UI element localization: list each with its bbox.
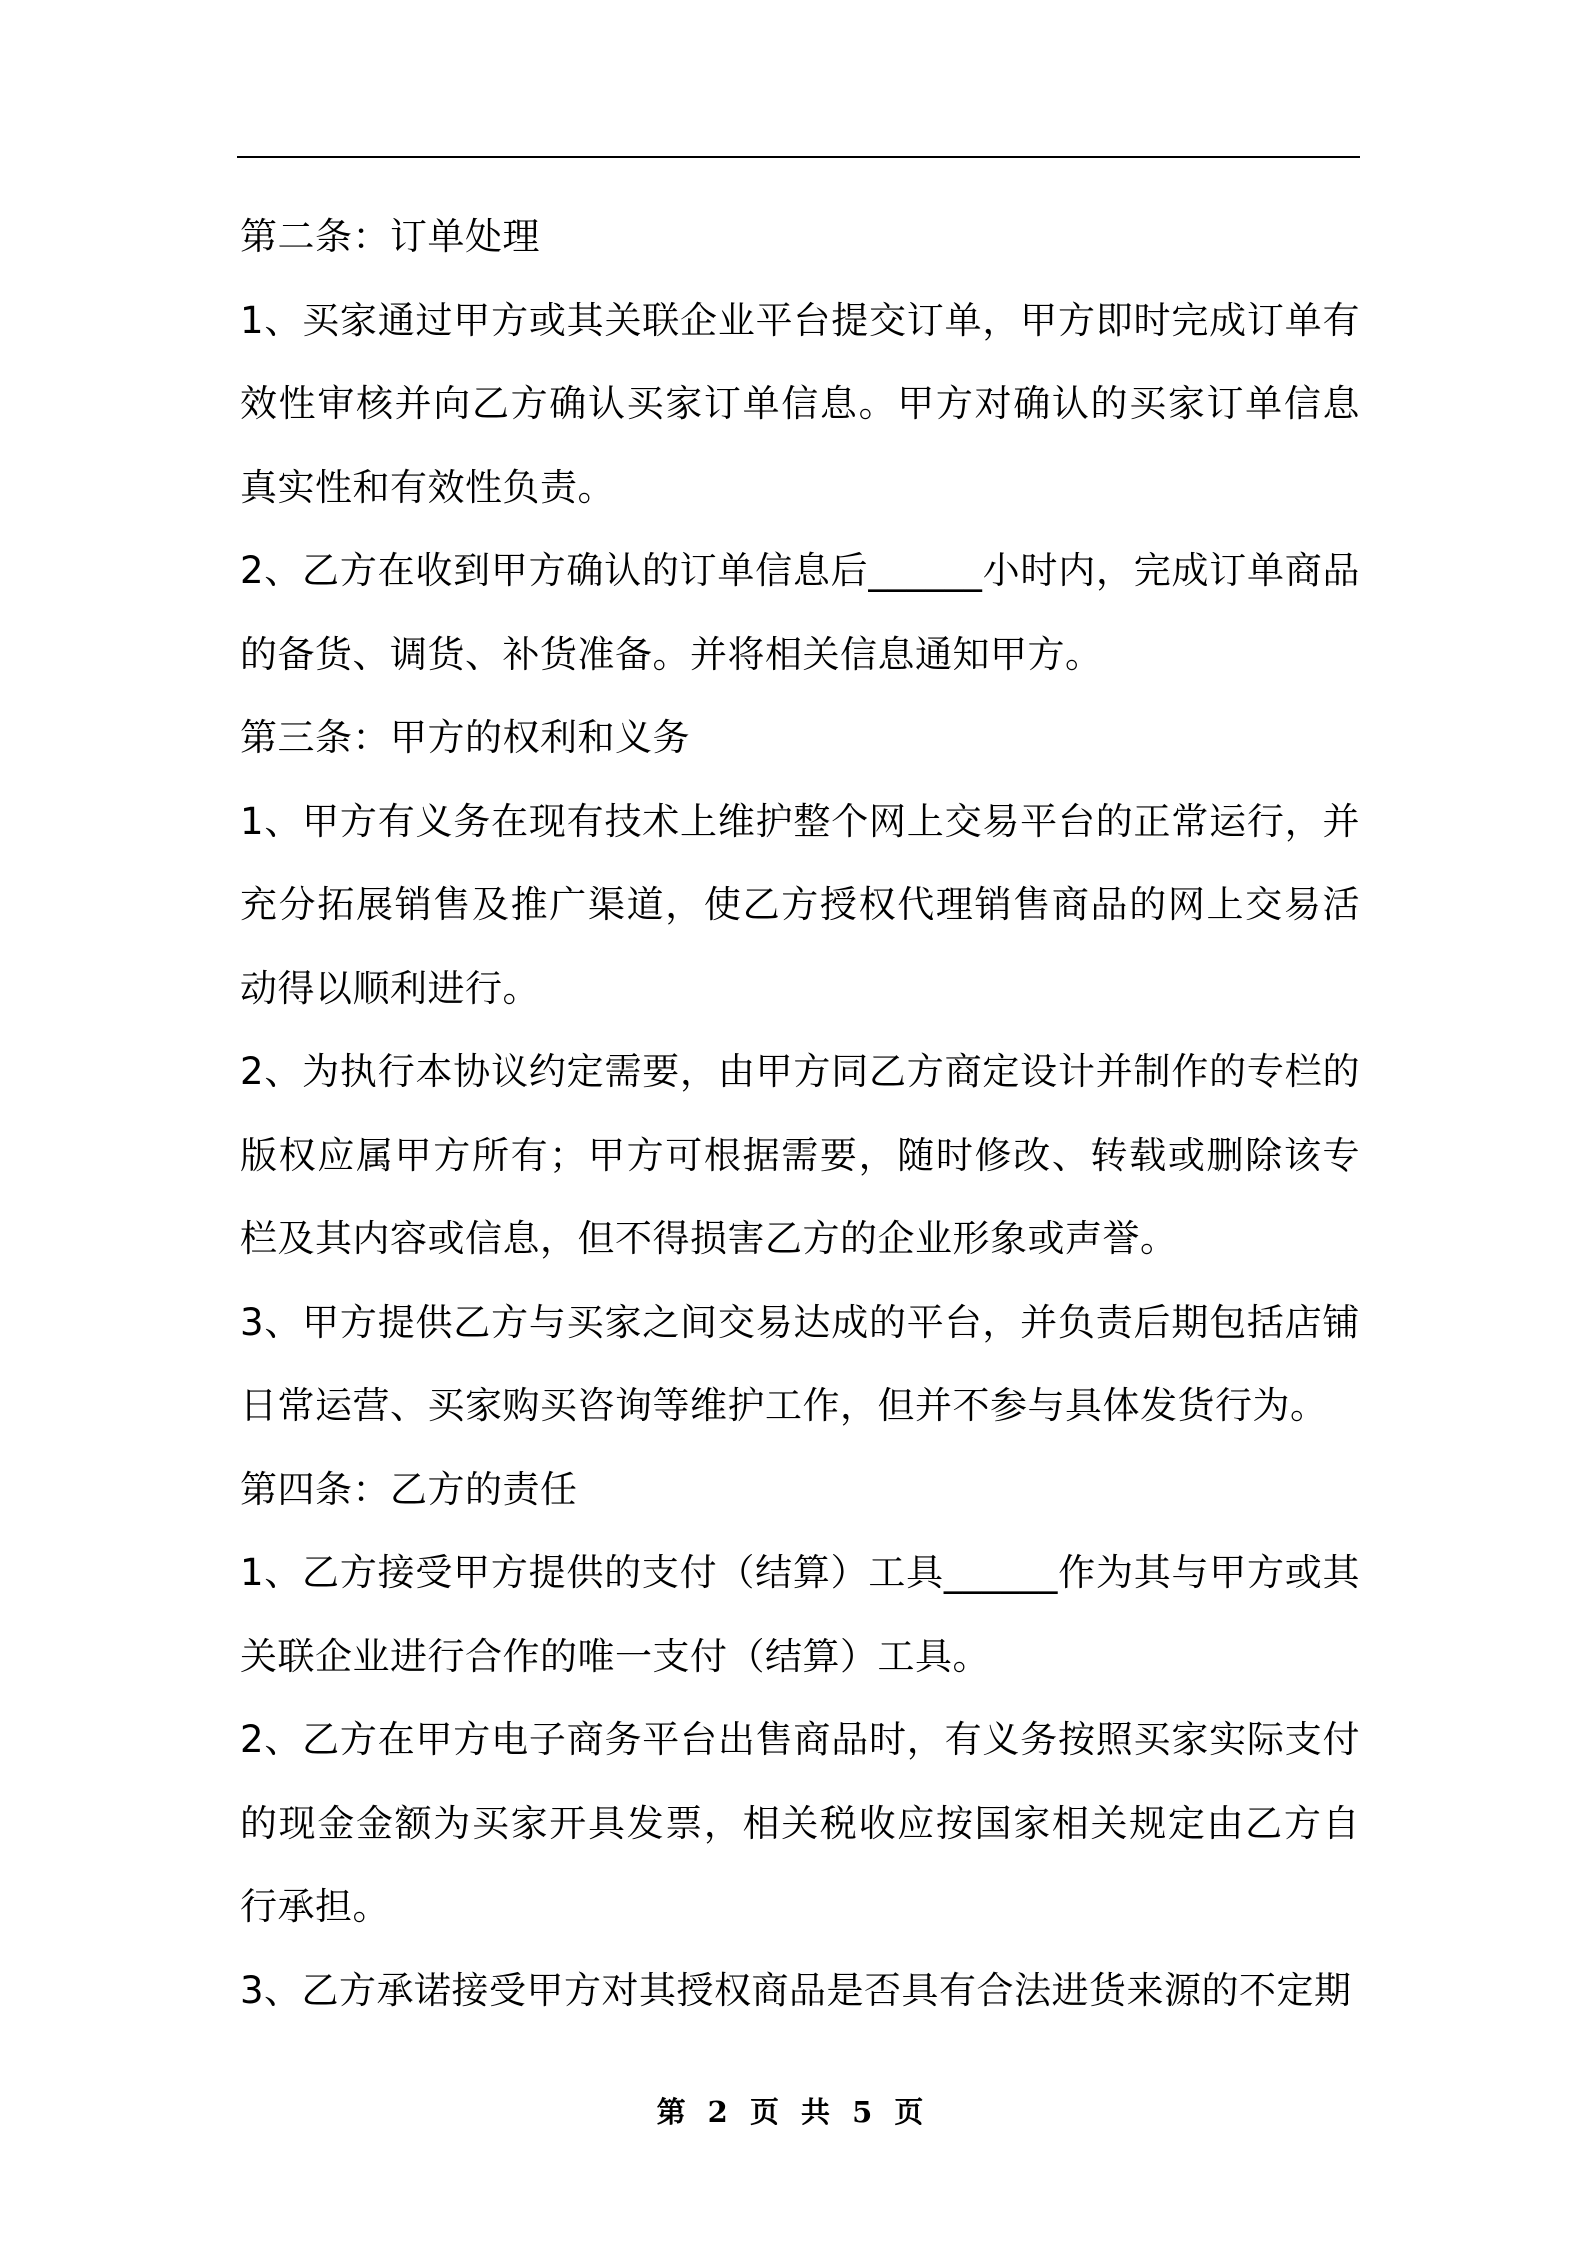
header-divider [237,156,1360,158]
article-2-clause-1: 1、买家通过甲方或其关联企业平台提交订单，甲方即时完成订单有效性审核并向乙方确认买家订单信息。甲方对确认的买家订单信息真实性和有效性负责。 [240,298,1360,509]
article-2-heading: 第二条：订单处理 [240,215,540,258]
article-3-clause-1: 1、甲方有义务在现有技术上维护整个网上交易平台的正常运行，并充分拓展销售及推广渠道，使乙方授权代理销售商品的网上交易活动得以顺利进行。 [240,799,1360,1010]
article-2-clause-2: 2、乙方在收到甲方确认的订单信息后______小时内，完成订单商品的备货、调货、补货准备。并将相关信息通知甲方。 [240,549,1360,676]
article-4-clause-3: 3、乙方承诺接受甲方对其授权商品是否具有合法进货来源的不定期 [240,1968,1352,2012]
article-4-clause-2: 2、乙方在甲方电子商务平台出售商品时，有义务按照买家实际支付的现金金额为买家开具发票，相关税收应按国家相关规定由乙方自行承担。 [240,1718,1360,1928]
article-3-heading: 第三条：甲方的权利和义务 [240,716,690,759]
document-body [240,195,1360,2032]
article-4-heading: 第四条：乙方的责任 [240,1467,578,1511]
article-3-clause-3: 3、甲方提供乙方与买家之间交易达成的平台，并负责后期包括店铺日常运营、买家购买咨询等维护工作，但并不参与具体发货行为。 [240,1300,1360,1427]
article-3-clause-2: 2、为执行本协议约定需要，由甲方同乙方商定设计并制作的专栏的版权应属甲方所有；甲方可根据需要，随时修改、转载或删除该专栏及其内容或信息，但不得损害乙方的企业形象或声誉。 [240,1050,1360,1260]
article-4-clause-1: 1、乙方接受甲方提供的支付（结算）工具______作为其与甲方或其关联企业进行合作的唯一支付（结算）工具。 [240,1551,1360,1678]
page-number: 第 2 页 共 5 页 [656,2095,930,2129]
